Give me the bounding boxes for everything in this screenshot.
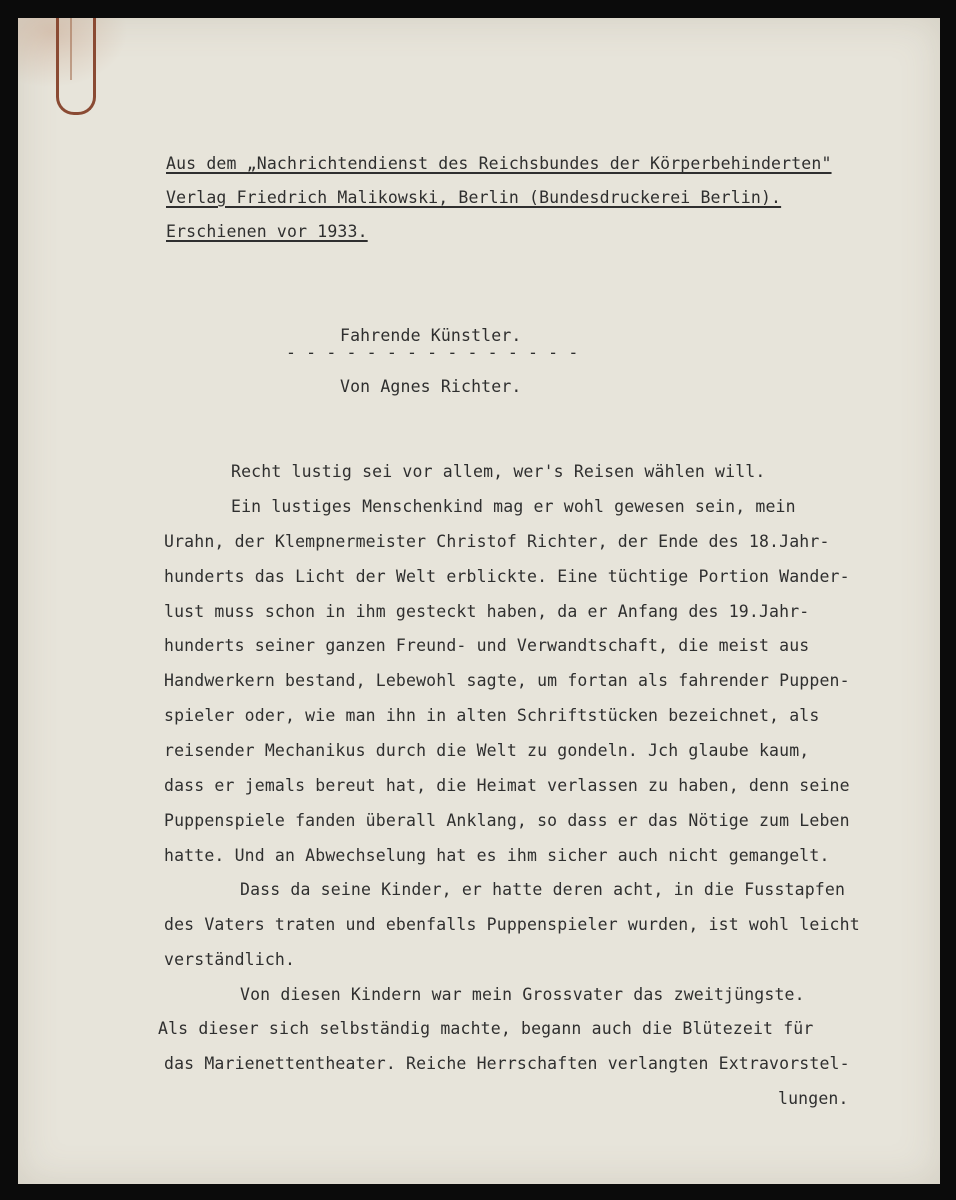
body-line-1: Recht lustig sei vor allem, wer's Reisen wählen will. [231,462,766,481]
body-line-19: lungen. [778,1089,849,1108]
title-dashed-rule: - - - - - - - - - - - - - - - [286,343,579,362]
body-line-5: lust muss schon in ihm gesteckt haben, da er Anfang des 19.Jahr- [164,602,810,621]
body-line-17: Als dieser sich selbständig machte, begann auch die Blütezeit für [158,1019,814,1038]
body-line-7: Handwerkern bestand, Lebewohl sagte, um fortan als fahrender Puppen- [164,671,850,690]
body-line-12: hatte. Und an Abwechselung hat es ihm sicher auch nicht gemangelt. [164,846,830,865]
body-line-11: Puppenspiele fanden überall Anklang, so dass er das Nötige zum Leben [164,811,850,830]
body-line-2: Ein lustiges Menschenkind mag er wohl gewesen sein, mein [231,497,796,516]
paperclip-inner-icon [70,18,80,80]
body-line-18: das Marienettentheater. Reiche Herrschaften verlangten Extravorstel- [164,1054,850,1073]
body-line-6: hunderts seiner ganzen Freund- und Verwandtschaft, die meist aus [164,636,810,655]
body-line-16: Von diesen Kindern war mein Grossvater das zweitjüngste. [240,985,805,1004]
header-line-1: Aus dem „Nachrichtendienst des Reichsbundes der Körperbehinderten" [166,154,832,173]
article-byline: Von Agnes Richter. [340,377,522,396]
body-line-15: verständlich. [164,950,296,969]
body-line-10: dass er jemals bereut hat, die Heimat verlassen zu haben, denn seine [164,776,850,795]
body-line-4: hunderts das Licht der Welt erblickte. Eine tüchtige Portion Wander- [164,567,850,586]
body-line-3: Urahn, der Klempnermeister Christof Richter, der Ende des 18.Jahr- [164,532,830,551]
body-line-13: Dass da seine Kinder, er hatte deren acht, in die Fusstapfen [240,880,846,899]
header-line-2: Verlag Friedrich Malikowski, Berlin (Bundesdruckerei Berlin). [166,188,782,207]
article-title: Fahrende Künstler. [340,326,522,345]
body-line-9: reisender Mechanikus durch die Welt zu gondeln. Jch glaube kaum, [164,741,810,760]
document-page [18,18,940,1184]
body-line-8: spieler oder, wie man ihn in alten Schriftstücken bezeichnet, als [164,706,820,725]
header-line-3: Erschienen vor 1933. [166,222,368,241]
body-line-14: des Vaters traten und ebenfalls Puppenspieler wurden, ist wohl leicht [164,915,860,934]
